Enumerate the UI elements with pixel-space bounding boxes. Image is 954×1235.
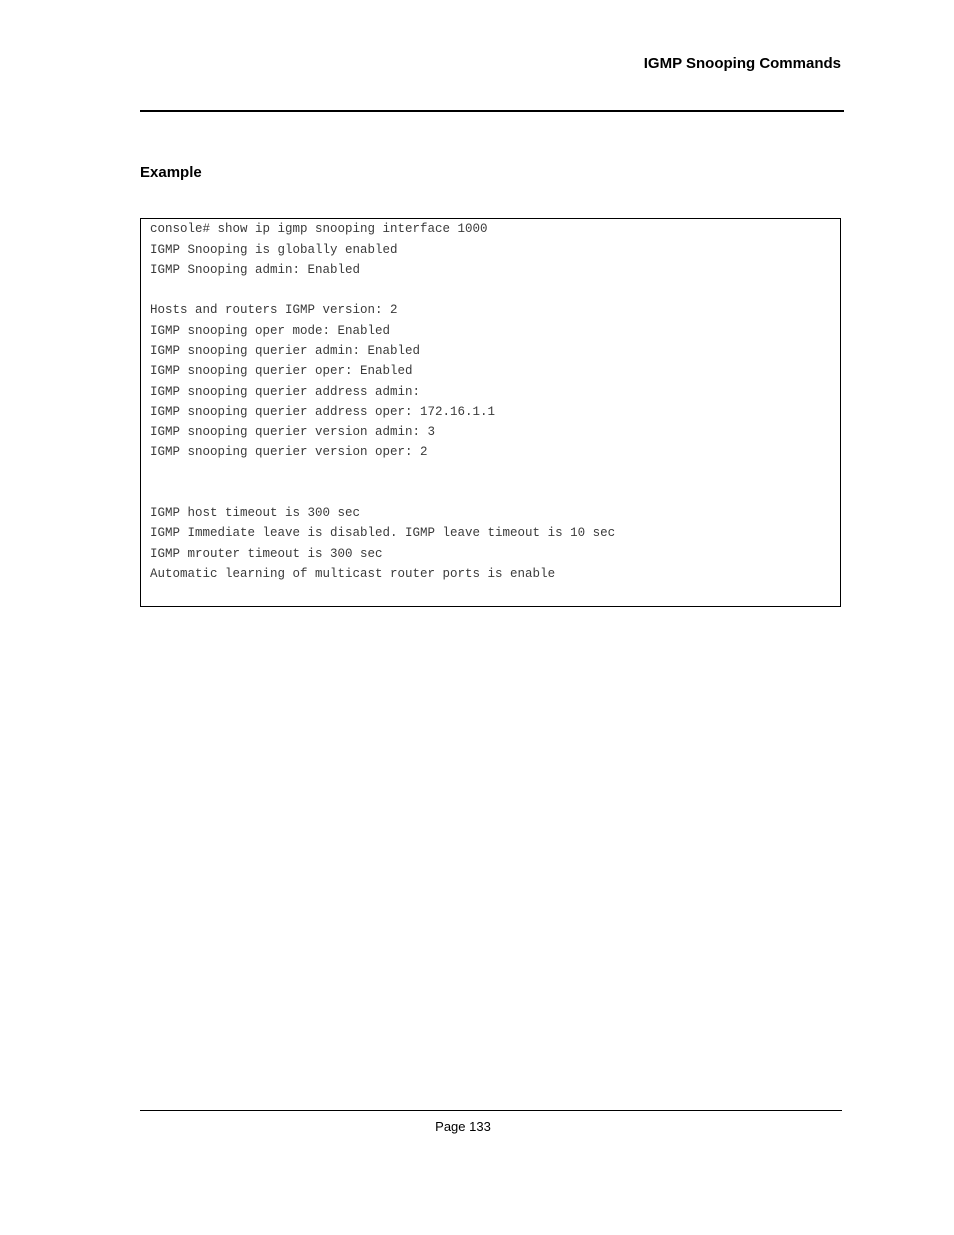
code-line: IGMP snooping oper mode: Enabled [150,324,391,338]
code-line: IGMP snooping querier admin: Enabled [150,344,421,358]
section-heading: Example [140,164,202,181]
code-line: IGMP snooping querier address admin: [150,385,421,399]
header-divider [140,110,844,112]
code-line: IGMP Snooping admin: Enabled [150,263,361,277]
code-line: IGMP mrouter timeout is 300 sec [150,547,383,561]
console-output-box [140,218,841,607]
code-line: IGMP Snooping is globally enabled [150,243,398,257]
footer-divider [140,1110,842,1111]
code-line: IGMP snooping querier address oper: 172.16.1.1 [150,405,496,419]
code-line: IGMP snooping querier version admin: 3 [150,425,436,439]
code-line: IGMP Immediate leave is disabled. IGMP leave timeout is 10 sec [150,526,616,540]
code-line: Hosts and routers IGMP version: 2 [150,303,398,317]
code-line: IGMP host timeout is 300 sec [150,506,361,520]
page-number: Page 133 [435,1119,491,1134]
running-header-title: IGMP Snooping Commands [643,55,841,72]
code-line: IGMP snooping querier version oper: 2 [150,445,428,459]
code-line: console# show ip igmp snooping interface 1000 [150,222,488,236]
code-line: Automatic learning of multicast router ports is enable [150,567,556,581]
code-line: IGMP snooping querier oper: Enabled [150,364,413,378]
